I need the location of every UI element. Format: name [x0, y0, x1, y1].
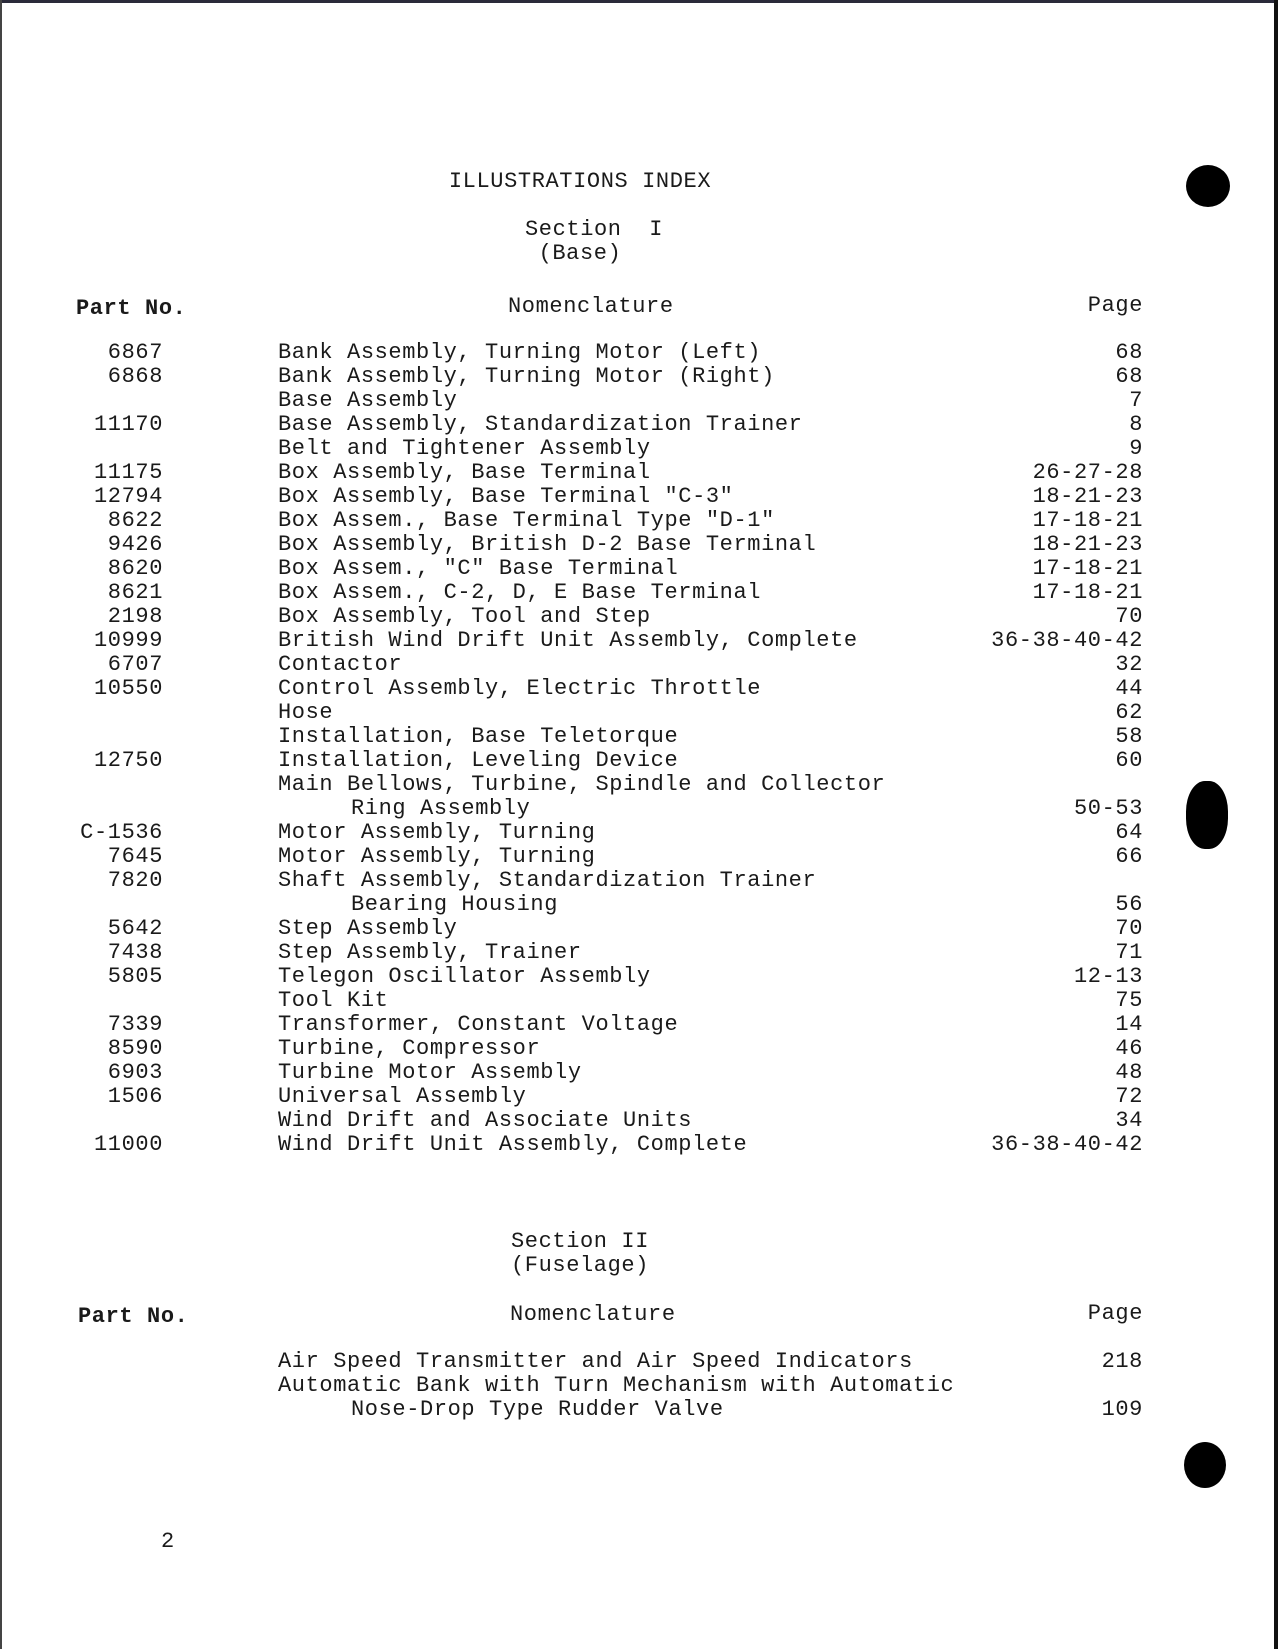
page-reference: 66: [1115, 844, 1143, 869]
part-number: 6867: [107, 340, 163, 365]
page-reference: 56: [1115, 892, 1143, 917]
nomenclature: Wind Drift and Associate Units: [278, 1108, 693, 1133]
section-1-index-table: [0, 341, 1278, 1157]
nomenclature: Air Speed Transmitter and Air Speed Indicators: [278, 1349, 913, 1374]
index-row: [0, 509, 1278, 533]
part-number: 8620: [107, 556, 163, 581]
index-row: [0, 629, 1278, 653]
nomenclature: Transformer, Constant Voltage: [278, 1012, 679, 1037]
part-number: 2198: [107, 604, 163, 629]
nomenclature: Box Assembly, Tool and Step: [278, 604, 651, 629]
part-number: 7820: [107, 868, 163, 893]
index-row: [0, 725, 1278, 749]
index-row: [0, 437, 1278, 461]
nomenclature: Hose: [278, 700, 334, 725]
page-number: 2: [161, 1529, 175, 1554]
page-reference: 70: [1115, 604, 1143, 629]
column-header-page: Page: [1087, 293, 1143, 318]
part-number: 7339: [107, 1012, 163, 1037]
page-reference: 70: [1115, 916, 1143, 941]
nomenclature: Control Assembly, Electric Throttle: [278, 676, 762, 701]
index-row: [0, 941, 1278, 965]
page-reference: 48: [1115, 1060, 1143, 1085]
part-number: 12794: [93, 484, 163, 509]
part-number: 6707: [107, 652, 163, 677]
nomenclature: Step Assembly, Trainer: [278, 940, 582, 965]
page-reference: 17-18-21: [1032, 508, 1143, 533]
part-number: 12750: [93, 748, 163, 773]
index-row: [0, 989, 1278, 1013]
nomenclature: Bank Assembly, Turning Motor (Left): [278, 340, 762, 365]
column-header-nomenclature-2: Nomenclature: [510, 1302, 676, 1327]
index-row: [0, 341, 1278, 365]
page-reference: 32: [1115, 652, 1143, 677]
part-number: 8622: [107, 508, 163, 533]
index-row: [0, 893, 1278, 917]
nomenclature: Turbine Motor Assembly: [278, 1060, 582, 1085]
page-reference: 34: [1115, 1108, 1143, 1133]
part-number: 6903: [107, 1060, 163, 1085]
column-header-part-no: Part No.: [76, 296, 187, 321]
page-reference: 62: [1115, 700, 1143, 725]
section-2-subheading: (Fuselage): [510, 1253, 650, 1278]
page-reference: 72: [1115, 1084, 1143, 1109]
index-row: [0, 845, 1278, 869]
index-row: [0, 413, 1278, 437]
nomenclature: Universal Assembly: [278, 1084, 527, 1109]
part-number: C-1536: [80, 820, 163, 845]
index-row: [0, 533, 1278, 557]
index-row: [0, 965, 1278, 989]
index-row: [0, 365, 1278, 389]
part-number: 11175: [93, 460, 163, 485]
nomenclature: Installation, Leveling Device: [278, 748, 679, 773]
page-reference: 8: [1129, 412, 1143, 437]
index-row: [0, 557, 1278, 581]
nomenclature: Box Assembly, Base Terminal "C-3": [278, 484, 734, 509]
nomenclature: Box Assem., "C" Base Terminal: [278, 556, 679, 581]
nomenclature: Automatic Bank with Turn Mechanism with Automatic: [278, 1373, 955, 1398]
page-reference: 109: [1101, 1397, 1143, 1422]
part-number: 7645: [107, 844, 163, 869]
index-row: [0, 1133, 1278, 1157]
part-number: 11000: [93, 1132, 163, 1157]
nomenclature: Box Assem., C-2, D, E Base Terminal: [278, 580, 762, 605]
part-number: 1506: [107, 1084, 163, 1109]
column-header-page-2: Page: [1087, 1301, 1143, 1326]
nomenclature: Turbine, Compressor: [278, 1036, 541, 1061]
part-number: 5805: [107, 964, 163, 989]
index-row: [0, 581, 1278, 605]
part-number: 7438: [107, 940, 163, 965]
index-row: [0, 653, 1278, 677]
index-row: [0, 1013, 1278, 1037]
nomenclature: Bearing Housing: [351, 892, 559, 917]
page-reference: 14: [1115, 1012, 1143, 1037]
column-header-part-no-2: Part No.: [78, 1304, 189, 1329]
page-reference: 44: [1115, 676, 1143, 701]
page-reference: 50-53: [1073, 796, 1143, 821]
page-reference: 46: [1115, 1036, 1143, 1061]
index-row: [0, 1037, 1278, 1061]
page-reference: 7: [1129, 388, 1143, 413]
index-row: [0, 701, 1278, 725]
page-reference: 36-38-40-42: [991, 1132, 1143, 1157]
page-reference: 68: [1115, 364, 1143, 389]
nomenclature: Contactor: [278, 652, 403, 677]
index-row: [0, 797, 1278, 821]
index-row: [0, 485, 1278, 509]
index-row: [0, 869, 1278, 893]
part-number: 8621: [107, 580, 163, 605]
part-number: 9426: [107, 532, 163, 557]
index-row: [0, 1085, 1278, 1109]
section-2-heading: Section II: [510, 1229, 650, 1254]
binder-hole-bottom: [1184, 1442, 1226, 1488]
index-row: [0, 389, 1278, 413]
nomenclature: Motor Assembly, Turning: [278, 820, 596, 845]
nomenclature: Telegon Oscillator Assembly: [278, 964, 651, 989]
index-row: [0, 1350, 1278, 1374]
nomenclature: Main Bellows, Turbine, Spindle and Collector: [278, 772, 886, 797]
part-number: 5642: [107, 916, 163, 941]
page-reference: 17-18-21: [1032, 556, 1143, 581]
nomenclature: Belt and Tightener Assembly: [278, 436, 651, 461]
part-number: 6868: [107, 364, 163, 389]
index-row: [0, 1374, 1278, 1398]
part-number: 10999: [93, 628, 163, 653]
section-2-index-table: [0, 1350, 1278, 1422]
part-number: 10550: [93, 676, 163, 701]
page-reference: 12-13: [1073, 964, 1143, 989]
page-reference: 75: [1115, 988, 1143, 1013]
nomenclature: Shaft Assembly, Standardization Trainer: [278, 868, 817, 893]
page-reference: 60: [1115, 748, 1143, 773]
nomenclature: Bank Assembly, Turning Motor (Right): [278, 364, 775, 389]
page-reference: 64: [1115, 820, 1143, 845]
nomenclature: British Wind Drift Unit Assembly, Complete: [278, 628, 858, 653]
section-1-heading: Section I: [524, 217, 664, 242]
nomenclature: Box Assembly, Base Terminal: [278, 460, 651, 485]
document-title: ILLUSTRATIONS INDEX: [448, 169, 712, 194]
nomenclature: Motor Assembly, Turning: [278, 844, 596, 869]
nomenclature: Ring Assembly: [351, 796, 531, 821]
nomenclature: Box Assembly, British D-2 Base Terminal: [278, 532, 817, 557]
index-row: [0, 1398, 1278, 1422]
index-row: [0, 917, 1278, 941]
nomenclature: Tool Kit: [278, 988, 389, 1013]
index-row: [0, 1109, 1278, 1133]
nomenclature: Base Assembly, Standardization Trainer: [278, 412, 803, 437]
page-reference: 26-27-28: [1032, 460, 1143, 485]
index-row: [0, 605, 1278, 629]
scan-edge-top: [0, 0, 1278, 3]
nomenclature: Step Assembly: [278, 916, 458, 941]
page-reference: 18-21-23: [1032, 484, 1143, 509]
index-row: [0, 1061, 1278, 1085]
page-reference: 58: [1115, 724, 1143, 749]
index-row: [0, 773, 1278, 797]
section-1-subheading: (Base): [538, 241, 622, 266]
nomenclature: Base Assembly: [278, 388, 458, 413]
index-row: [0, 821, 1278, 845]
part-number: 11170: [93, 412, 163, 437]
nomenclature: Nose-Drop Type Rudder Valve: [351, 1397, 724, 1422]
page-reference: 68: [1115, 340, 1143, 365]
part-number: 8590: [107, 1036, 163, 1061]
page-reference: 218: [1101, 1349, 1143, 1374]
index-row: [0, 461, 1278, 485]
nomenclature: Wind Drift Unit Assembly, Complete: [278, 1132, 748, 1157]
page-reference: 71: [1115, 940, 1143, 965]
nomenclature: Box Assem., Base Terminal Type "D-1": [278, 508, 775, 533]
page-reference: 36-38-40-42: [991, 628, 1143, 653]
page-reference: 9: [1129, 436, 1143, 461]
index-row: [0, 749, 1278, 773]
column-header-nomenclature: Nomenclature: [508, 294, 674, 319]
nomenclature: Installation, Base Teletorque: [278, 724, 679, 749]
page-reference: 17-18-21: [1032, 580, 1143, 605]
index-row: [0, 677, 1278, 701]
page-reference: 18-21-23: [1032, 532, 1143, 557]
